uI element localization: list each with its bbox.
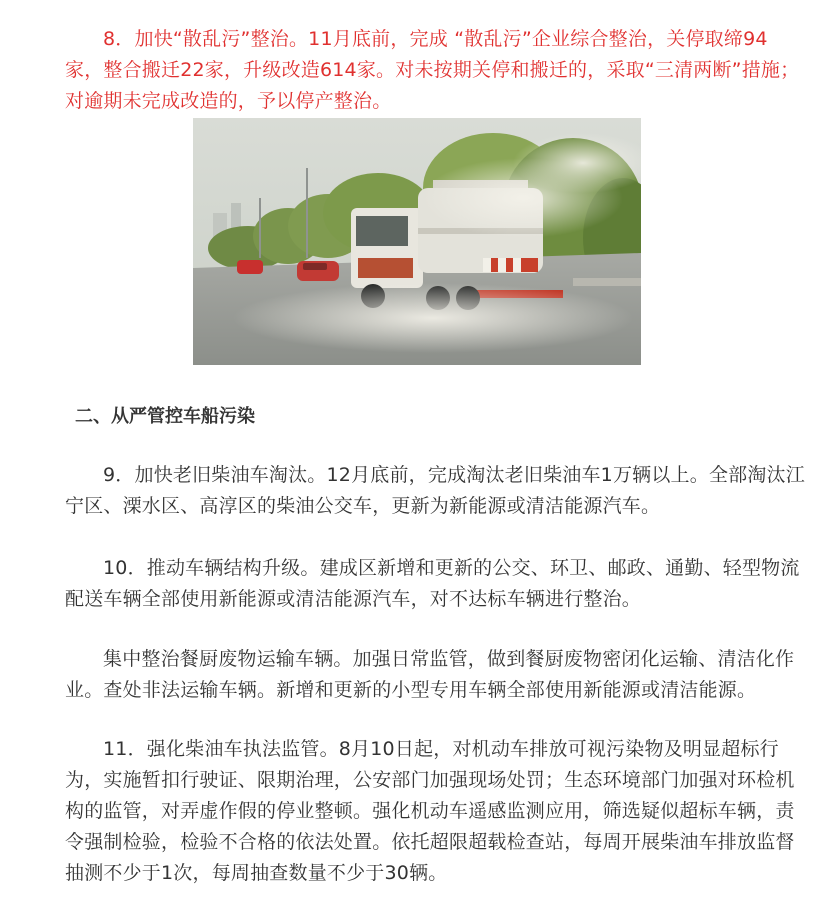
street-sprinkler-truck-photo bbox=[193, 118, 641, 365]
paragraph-item-10: 10．推动车辆结构升级。建成区新增和更新的公交、环卫、邮政、通勤、轻型物流配送车辆全部使用新能源或清洁能源汽车，对不达标车辆进行整治。 bbox=[65, 557, 800, 610]
paragraph-item-10b: 集中整治餐厨废物运输车辆。加强日常监管，做到餐厨废物密闭化运输、清洁化作业。查处非法运输车辆。新增和更新的小型专用车辆全部使用新能源或清洁能源。 bbox=[65, 648, 795, 701]
paragraph-item-11: 11．强化柴油车执法监管。8月10日起，对机动车排放可视污染物及明显超标行为，实施暂扣行驶证、限期治理，公安部门加强现场处罚；生态环境部门加强对环检机构的监管，对弄虚作假的停业整顿。强化机动车遥感监测应用，筛选疑似超标车辆，责令强制检验，检验不合格的依法处置。依托超限超载检查站，每周开展柴油车排放监督抽测不少于1次，每周抽查数量不少于30辆。 bbox=[65, 738, 795, 884]
paragraph-item-9: 9．加快老旧柴油车淘汰。12月底前，完成淘汰老旧柴油车1万辆以上。全部淘汰江宁区、溧水区、高淳区的柴油公交车，更新为新能源或清洁能源汽车。 bbox=[65, 464, 805, 517]
section-heading: 二、从严管控车船污染 bbox=[75, 406, 255, 427]
paragraph-item-8: 8．加快“散乱污”整治。11月底前，完成 “散乱污”企业综合整治，关停取缔94家，整合搬迁22家，升级改造614家。对未按期关停和搬迁的，采取“三清两断”措施；对逾期未完成改造的，予以停产整治。 bbox=[65, 28, 800, 112]
